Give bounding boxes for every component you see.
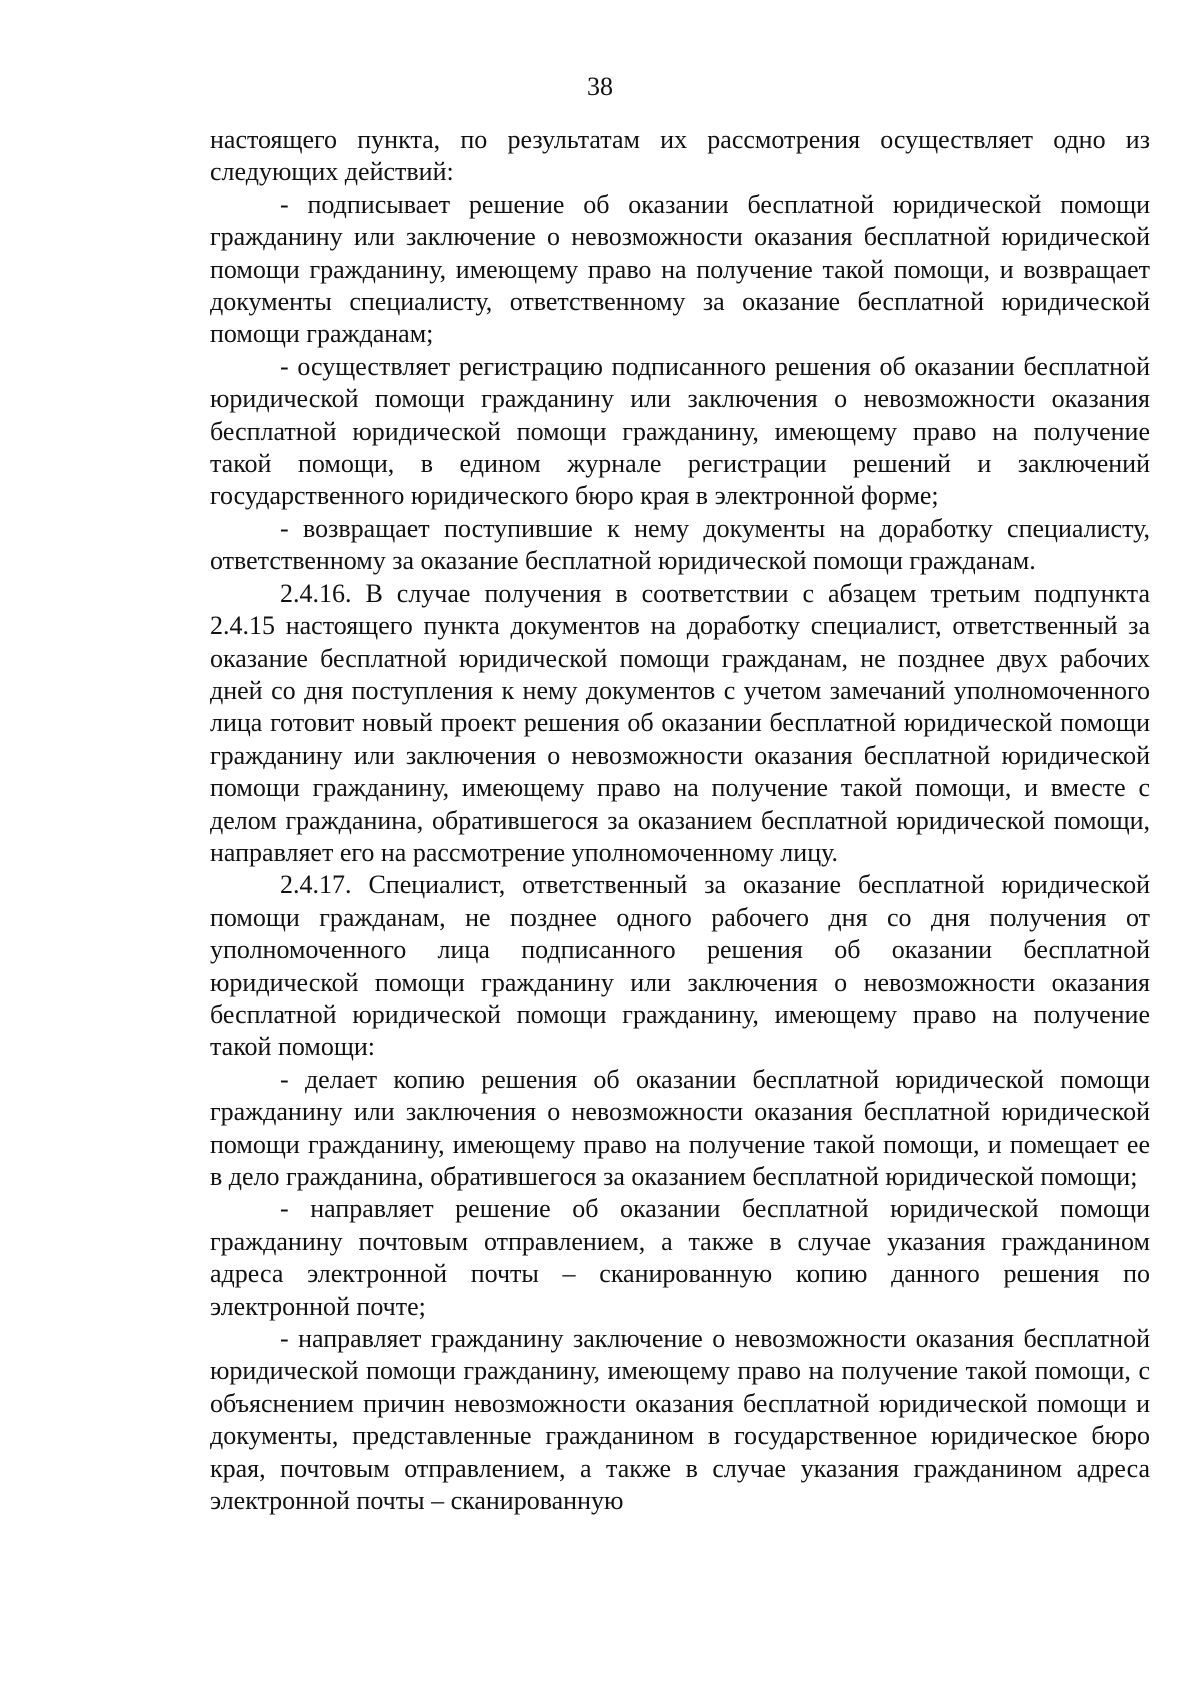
paragraph-registers-decision: - осуществляет регистрацию подписанного решения об оказании бесплатной юридической помощи гражданину или заключения о невозможности оказания бесплатной юридической помощи гражданину, имеющему право на получение такой помощи, в едином журнале регистрации решений и заключений государственного юридического бюро края в электронной форме;: [210, 351, 1150, 511]
paragraph-sends-conclusion: - направляет гражданину заключение о невозможности оказания бесплатной юридической помощи гражданину, имеющему право на получение такой помощи, с объяснением причин невозможности оказания бесплатной юридической помощи и документы, представленные гражданином в государственное юридическое бюро края, почтовым отправлением, а также в случае указания гражданином адреса электронной почты – сканированную: [210, 1324, 1150, 1516]
paragraph-returns-documents: - возвращает поступившие к нему документы на доработку специалисту, ответственному за оказание бесплатной юридической помощи гражданам.: [210, 513, 1150, 576]
page-number: 38: [587, 72, 613, 101]
paragraph-makes-copy: - делает копию решения об оказании бесплатной юридической помощи гражданину или заключения о невозможности оказания бесплатной юридической помощи гражданину, имеющему право на получение такой помощи, и помещает ее в дело гражданина, обратившегося за оказанием бесплатной юридической помощи;: [210, 1064, 1150, 1191]
paragraph-intro: настоящего пункта, по результатам их рассмотрения осуществляет одно из следующих действий:: [210, 125, 1150, 187]
paragraph-signs-decision: - подписывает решение об оказании бесплатной юридической помощи гражданину или заключение о невозможности оказания бесплатной юридической помощи гражданину, имеющему право на получение такой помощи, и возвращает документы специалисту, ответственному за оказание бесплатной юридической помощи гражданам;: [210, 189, 1150, 349]
paragraph-2-4-17: 2.4.17. Специалист, ответственный за оказание бесплатной юридической помощи гражданам, не позднее одного рабочего дня со дня получения от уполномоченного лица подписанного решения об оказании бесплатной юридической помощи гражданину или заключения о невозможности оказания бесплатной юридической помощи гражданину, имеющему право на получение такой помощи:: [210, 870, 1150, 1062]
paragraph-sends-decision: - направляет решение об оказании бесплатной юридической помощи гражданину почтовым отправлением, а также в случае указания гражданином адреса электронной почты – сканированную копию данного решения по электронной почте;: [210, 1194, 1150, 1321]
paragraph-2-4-16: 2.4.16. В случае получения в соответствии с абзацем третьим подпункта 2.4.15 настоящего пункта документов на доработку специалист, ответственный за оказание бесплатной юридической помощи гражданам, не позднее двух рабочих дней со дня поступления к нему документов с учетом замечаний уполномоченного лица готовит новый проект решения об оказании бесплатной юридической помощи гражданину или заключения о невозможности оказания бесплатной юридической помощи гражданину, имеющему право на получение такой помощи, и вместе с делом гражданина, обратившегося за оказанием бесплатной юридической помощи, направляет его на рассмотрение уполномоченному лицу.: [210, 578, 1150, 867]
document-body: [210, 124, 1150, 1517]
